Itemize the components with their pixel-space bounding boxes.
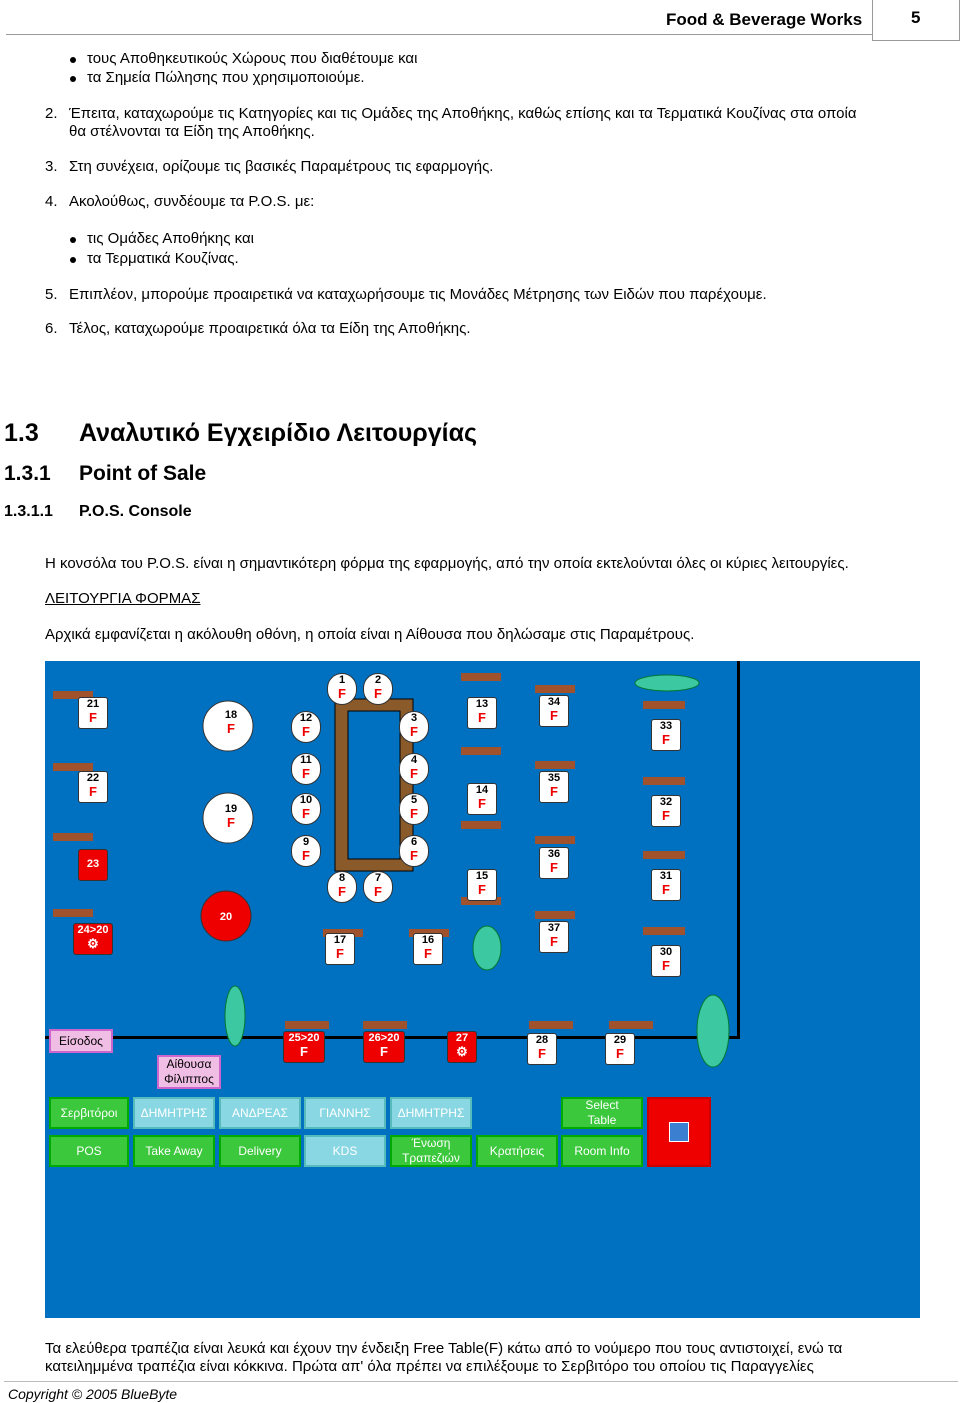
bench: [53, 833, 93, 841]
subsection-title: Point of Sale: [79, 462, 207, 485]
subsubsection-title: P.O.S. Console: [79, 503, 192, 520]
table[interactable]: 21 F: [78, 697, 108, 729]
table[interactable]: 4 F: [399, 753, 429, 785]
merge-tables-line: Ένωση: [411, 1136, 451, 1150]
entrance-label: Είσοδος: [49, 1029, 113, 1053]
step-text: Επιπλέον, μπορούμε προαιρετικά να καταχωρήσουμε τις Μονάδες Μέτρησης των Ειδών που παρέχουμε.: [69, 286, 767, 303]
bench: [609, 1021, 653, 1029]
select-table-line: Table: [587, 1113, 617, 1127]
bench: [643, 701, 685, 709]
step4-bullet: τις Ομάδες Αποθήκης και: [87, 230, 254, 247]
waiter-button[interactable]: ΑΝΔΡΕΑΣ: [219, 1097, 301, 1129]
hall-name-line: Φίλιππος: [164, 1072, 214, 1086]
table[interactable]: 30 F: [651, 945, 681, 977]
table[interactable]: 33 F: [651, 719, 681, 751]
bench: [461, 747, 501, 755]
bench: [643, 777, 685, 785]
table[interactable]: 2 F: [363, 673, 393, 705]
step-text: Τέλος, καταχωρούμε προαιρετικά όλα τα Είδη της Αποθήκης.: [69, 320, 471, 337]
waiter-button[interactable]: ΔΗΜΗΤΡΗΣ: [133, 1097, 215, 1129]
table: 19 F: [224, 803, 238, 830]
table[interactable]: 29 F: [605, 1033, 635, 1065]
section-title: Αναλυτικό Εγχειρίδιο Λειτουργίας: [79, 419, 477, 447]
pos-console-floor-plan: [45, 661, 920, 1318]
exit-button[interactable]: [647, 1097, 711, 1167]
table: 18 F: [224, 709, 238, 736]
footer-rule: [4, 1381, 958, 1382]
bench: [363, 1021, 407, 1029]
subsubsection-number: 1.3.1.1: [4, 503, 53, 520]
table: 20: [219, 911, 233, 923]
table[interactable]: 36 F: [539, 847, 569, 879]
table[interactable]: 8 F: [327, 871, 357, 903]
table[interactable]: 17 F: [325, 933, 355, 965]
plant-decor: [697, 995, 729, 1067]
table[interactable]: 16 F: [413, 933, 443, 965]
merge-tables-button[interactable]: [390, 1135, 472, 1167]
step-number: 4.: [45, 193, 58, 210]
copyright-footer: Copyright © 2005 BlueByte: [8, 1386, 178, 1402]
table[interactable]: 15 F: [467, 869, 497, 901]
step-text: θα στέλνονται τα Είδη της Αποθήκης.: [69, 123, 315, 140]
bench: [53, 763, 93, 771]
table[interactable]: 11 F: [291, 753, 321, 785]
table[interactable]: 25>20 F: [283, 1031, 325, 1063]
bench: [535, 685, 575, 693]
table[interactable]: 24>20 ⚙: [73, 923, 113, 955]
body-paragraph: Τα ελεύθερα τραπέζια είναι λευκά και έχουν την ένδειξη Free Table(F) κάτω από το νούμερο που τους αντιστοιχεί, ενώ τα: [45, 1340, 843, 1357]
table[interactable]: 1 F: [327, 673, 357, 705]
page-number: 5: [911, 8, 921, 27]
kds-button[interactable]: KDS: [304, 1135, 386, 1167]
table[interactable]: 12 F: [291, 711, 321, 743]
reservations-button[interactable]: Κρατήσεις: [476, 1135, 558, 1167]
table[interactable]: 34 F: [539, 695, 569, 727]
table[interactable]: 14 F: [467, 783, 497, 815]
bench: [285, 1021, 329, 1029]
step-number: 3.: [45, 158, 58, 175]
take-away-button[interactable]: Take Away: [133, 1135, 215, 1167]
step-text: Ακολούθως, συνδέουμε τα P.O.S. με:: [69, 193, 315, 210]
body-paragraph: κατειλημμένα τραπέζια είναι κόκκινα. Πρώτα απ' όλα πρέπει να επιλέξουμε το Σερβιτόρο του οποίου τις Παραγγελίες: [45, 1358, 814, 1375]
hall-name-label: [157, 1055, 221, 1089]
intro-bullet: τα Σημεία Πώλησης που χρησιμοποιούμε.: [87, 69, 365, 86]
pos-button[interactable]: POS: [49, 1135, 129, 1167]
page-number-box: [872, 0, 960, 41]
table[interactable]: 28 F: [527, 1033, 557, 1065]
waiter-button[interactable]: ΓΙΑΝΝΗΣ: [304, 1097, 386, 1129]
table[interactable]: 22 F: [78, 771, 108, 803]
banquet-table-top: [348, 711, 400, 859]
table[interactable]: 5 F: [399, 793, 429, 825]
table[interactable]: 26>20 F: [363, 1031, 405, 1063]
plant-decor: [225, 986, 245, 1046]
merge-tables-line: Τραπεζιών: [402, 1151, 460, 1165]
select-table-line: Select: [585, 1098, 619, 1112]
page-header-title: Food & Beverage Works: [666, 10, 863, 29]
intro-bullet: τους Αποθηκευτικούς Χώρους που διαθέτουμε και: [87, 50, 418, 67]
step-text: Στη συνέχεια, ορίζουμε τις βασικές Παραμέτρους τις εφαρμογής.: [69, 158, 494, 175]
exit-door-icon: [669, 1122, 689, 1142]
bench: [461, 821, 501, 829]
body-paragraph: Η κονσόλα του P.O.S. είναι η σημαντικότερη φόρμα της εφαρμογής, από την οποία εκτελούνται όλες οι κύριες λειτουργίες.: [45, 555, 849, 572]
hall-name-line: Αίθουσα: [166, 1057, 212, 1071]
subsection-number: 1.3.1: [4, 462, 51, 485]
bench: [643, 927, 685, 935]
form-heading: ΛΕΙΤΟΥΡΓΙΑ ΦΟΡΜΑΣ: [45, 590, 201, 607]
step-number: 6.: [45, 320, 58, 337]
step4-bullet: τα Τερματικά Κουζίνας.: [87, 250, 239, 267]
step-text: Έπειτα, καταχωρούμε τις Κατηγορίες και τις Ομάδες της Αποθήκης, καθώς επίσης και τα Τερματικά Κουζίνας στα οποία: [69, 105, 857, 122]
header-rule: [6, 34, 872, 35]
table[interactable]: 27 ⚙: [447, 1031, 477, 1063]
table[interactable]: 32 F: [651, 795, 681, 827]
table[interactable]: 23: [78, 849, 108, 881]
bench: [529, 1021, 573, 1029]
plant-decor: [473, 926, 501, 970]
table[interactable]: 31 F: [651, 869, 681, 901]
waiter-button[interactable]: ΔΗΜΗΤΡΗΣ: [390, 1097, 472, 1129]
delivery-button[interactable]: Delivery: [219, 1135, 301, 1167]
bench: [461, 673, 501, 681]
step-number: 5.: [45, 286, 58, 303]
table[interactable]: 7 F: [363, 871, 393, 903]
table[interactable]: 10 F: [291, 793, 321, 825]
table[interactable]: 37 F: [539, 921, 569, 953]
room-info-button[interactable]: Room Info: [561, 1135, 643, 1167]
bench: [535, 761, 575, 769]
body-paragraph: Αρχικά εμφανίζεται η ακόλουθη οθόνη, η οποία είναι η Αίθουσα που δηλώσαμε στις Παραμέτρους.: [45, 626, 695, 643]
table[interactable]: 13 F: [467, 697, 497, 729]
table[interactable]: 3 F: [399, 711, 429, 743]
section-number: 1.3: [4, 419, 39, 447]
table[interactable]: 9 F: [291, 835, 321, 867]
bench: [535, 911, 575, 919]
table[interactable]: 6 F: [399, 835, 429, 867]
step-number: 2.: [45, 105, 58, 122]
bench: [643, 851, 685, 859]
plant-decor: [635, 675, 699, 691]
floor-decor: [45, 661, 920, 1318]
waiters-button[interactable]: Σερβιτόροι: [49, 1097, 129, 1129]
table[interactable]: 35 F: [539, 771, 569, 803]
bench: [53, 909, 93, 917]
bench: [535, 836, 575, 844]
select-table-button[interactable]: [561, 1097, 643, 1129]
